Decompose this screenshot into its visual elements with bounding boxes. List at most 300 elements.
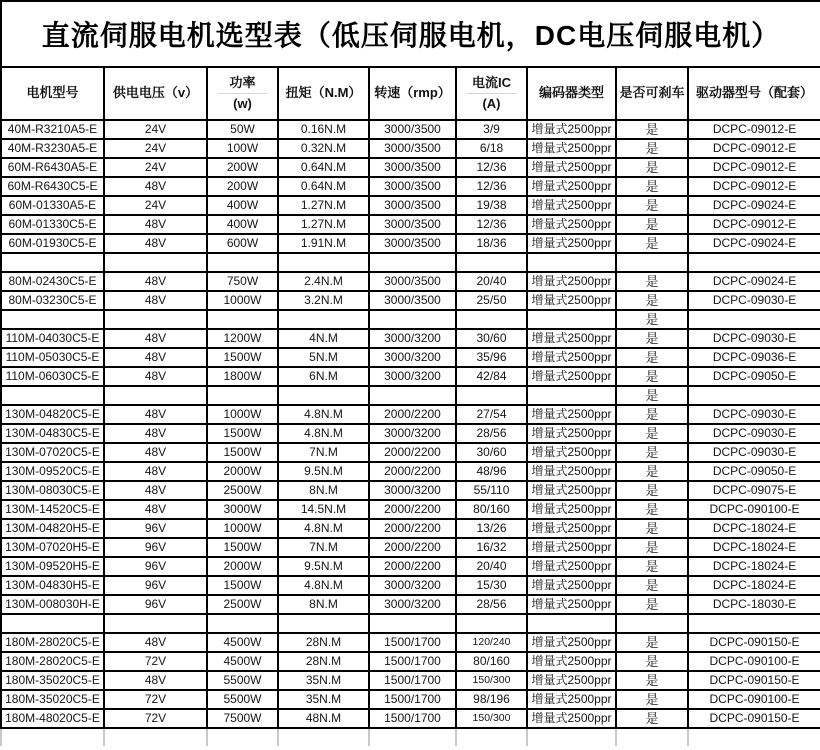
cell-speed: 3000/3500 <box>369 272 456 291</box>
cell-speed: 2000/2200 <box>369 519 456 538</box>
header-unit-label: (w) <box>233 96 252 111</box>
cell-torque: 4.8N.M <box>278 405 369 424</box>
spacer-row <box>1 614 820 633</box>
cell-supply-voltage: 48V <box>104 329 207 348</box>
clipped-cell <box>104 728 207 746</box>
cell-brake: 是 <box>616 177 688 196</box>
header-label: 功率 <box>218 75 268 94</box>
table-row <box>1 329 820 348</box>
cell-brake: 是 <box>616 557 688 576</box>
cell-encoder-type: 增量式2500ppr <box>527 709 616 728</box>
header-label: 转速（rmp） <box>374 85 451 101</box>
cell-motor-model: 180M-35020C5-E <box>1 671 104 690</box>
cell-encoder-type: 增量式2500ppr <box>527 215 616 234</box>
header-cell-motor-model <box>1 67 104 120</box>
cell-motor-model: 80M-03230C5-E <box>1 291 104 310</box>
cell-speed: 1500/1700 <box>369 671 456 690</box>
cell-motor-model: 130M-04820H5-E <box>1 519 104 538</box>
cell-power <box>207 253 278 272</box>
cell-power: 1000W <box>207 519 278 538</box>
cell-motor-model: 130M-008030H-E <box>1 595 104 614</box>
cell-speed: 1500/1700 <box>369 690 456 709</box>
cell-encoder-type: 增量式2500ppr <box>527 690 616 709</box>
cell-driver-model: DCPC-18030-E <box>688 595 820 614</box>
cell-motor-model: 180M-48020C5-E <box>1 709 104 728</box>
cell-encoder-type: 增量式2500ppr <box>527 481 616 500</box>
header-cell-power <box>207 67 278 120</box>
cell-torque: 4.8N.M <box>278 519 369 538</box>
cell-brake <box>616 614 688 633</box>
header-cell-brake <box>616 67 688 120</box>
cell-speed <box>369 253 456 272</box>
cell-torque: 5N.M <box>278 348 369 367</box>
header-label: 是否可刹车 <box>619 85 685 101</box>
cell-supply-voltage: 48V <box>104 272 207 291</box>
cell-power: 2500W <box>207 481 278 500</box>
cell-torque: 8N.M <box>278 481 369 500</box>
cell-encoder-type: 增量式2500ppr <box>527 557 616 576</box>
cell-torque <box>278 253 369 272</box>
cell-power: 100W <box>207 139 278 158</box>
cell-encoder-type: 增量式2500ppr <box>527 576 616 595</box>
cell-motor-model <box>1 310 104 329</box>
cell-power: 50W <box>207 120 278 139</box>
cell-driver-model <box>688 310 820 329</box>
cell-supply-voltage: 96V <box>104 538 207 557</box>
header-cell-supply-voltage <box>104 67 207 120</box>
cell-motor-model: 40M-R3230A5-E <box>1 139 104 158</box>
cell-supply-voltage: 48V <box>104 500 207 519</box>
cell-torque: 9.5N.M <box>278 557 369 576</box>
table-row <box>1 538 820 557</box>
table-row <box>1 481 820 500</box>
cell-supply-voltage <box>104 386 207 405</box>
cell-encoder-type: 增量式2500ppr <box>527 196 616 215</box>
header-unit-label: (A) <box>482 96 501 111</box>
cell-supply-voltage: 48V <box>104 424 207 443</box>
table-row <box>1 652 820 671</box>
clipped-cell <box>688 728 820 746</box>
header-label: 扭矩（N.M） <box>285 85 362 101</box>
cell-motor-model <box>1 253 104 272</box>
cell-current <box>456 310 527 329</box>
cell-power <box>207 614 278 633</box>
cell-torque: 35N.M <box>278 690 369 709</box>
cell-current: 18/36 <box>456 234 527 253</box>
table-row <box>1 519 820 538</box>
cell-encoder-type: 增量式2500ppr <box>527 424 616 443</box>
cell-encoder-type <box>527 253 616 272</box>
cell-motor-model: 130M-04830H5-E <box>1 576 104 595</box>
cell-brake: 是 <box>616 272 688 291</box>
cell-torque: 28N.M <box>278 652 369 671</box>
cell-current: 12/36 <box>456 177 527 196</box>
cell-driver-model: DCPC-09036-E <box>688 348 820 367</box>
cell-encoder-type: 增量式2500ppr <box>527 462 616 481</box>
cell-speed: 3000/3500 <box>369 120 456 139</box>
table-row <box>1 120 820 139</box>
cell-motor-model: 180M-28020C5-E <box>1 633 104 652</box>
cell-power: 1000W <box>207 291 278 310</box>
cell-current: 28/56 <box>456 595 527 614</box>
header-label: 供电电压（v） <box>112 85 199 101</box>
cell-speed: 1500/1700 <box>369 709 456 728</box>
cell-supply-voltage <box>104 614 207 633</box>
cell-current: 30/60 <box>456 329 527 348</box>
cell-speed: 3000/3200 <box>369 367 456 386</box>
cell-power <box>207 386 278 405</box>
cell-current: 150/300 <box>456 709 527 728</box>
cell-encoder-type: 增量式2500ppr <box>527 234 616 253</box>
table-row <box>1 500 820 519</box>
cell-power: 5500W <box>207 671 278 690</box>
cell-current: 20/40 <box>456 272 527 291</box>
table-row <box>1 291 820 310</box>
cell-current: 98/196 <box>456 690 527 709</box>
cell-brake: 是 <box>616 196 688 215</box>
cell-motor-model: 110M-05030C5-E <box>1 348 104 367</box>
cell-encoder-type: 增量式2500ppr <box>527 272 616 291</box>
cell-current: 20/40 <box>456 557 527 576</box>
cell-encoder-type: 增量式2500ppr <box>527 120 616 139</box>
cell-motor-model: 60M-01330A5-E <box>1 196 104 215</box>
spacer-row <box>1 310 820 329</box>
table-row <box>1 462 820 481</box>
cell-encoder-type: 增量式2500ppr <box>527 177 616 196</box>
cell-driver-model: DCPC-18024-E <box>688 557 820 576</box>
cell-current <box>456 386 527 405</box>
table-row <box>1 348 820 367</box>
cell-brake: 是 <box>616 291 688 310</box>
cell-encoder-type: 增量式2500ppr <box>527 348 616 367</box>
cell-driver-model: DCPC-090100-E <box>688 652 820 671</box>
cell-speed <box>369 386 456 405</box>
cell-encoder-type: 增量式2500ppr <box>527 443 616 462</box>
cell-current: 48/96 <box>456 462 527 481</box>
cell-current: 13/26 <box>456 519 527 538</box>
cell-torque: 1.91N.M <box>278 234 369 253</box>
cell-current: 150/300 <box>456 671 527 690</box>
cell-brake: 是 <box>616 386 688 405</box>
cell-current <box>456 614 527 633</box>
cell-speed: 3000/3200 <box>369 424 456 443</box>
header-cell-driver-model <box>688 67 820 120</box>
cell-brake: 是 <box>616 462 688 481</box>
cell-brake <box>616 253 688 272</box>
cell-speed: 1500/1700 <box>369 633 456 652</box>
cell-driver-model: DCPC-09012-E <box>688 215 820 234</box>
table-row <box>1 424 820 443</box>
cell-motor-model: 130M-04820C5-E <box>1 405 104 424</box>
cell-current: 120/240 <box>456 633 527 652</box>
cell-driver-model: DCPC-09075-E <box>688 481 820 500</box>
cell-power: 1800W <box>207 367 278 386</box>
cell-supply-voltage: 24V <box>104 196 207 215</box>
cell-speed: 2000/2200 <box>369 500 456 519</box>
clipped-cell <box>207 728 278 746</box>
cell-power: 4500W <box>207 633 278 652</box>
cell-motor-model: 80M-02430C5-E <box>1 272 104 291</box>
cell-torque <box>278 614 369 633</box>
cell-encoder-type: 增量式2500ppr <box>527 291 616 310</box>
cell-driver-model: DCPC-09030-E <box>688 405 820 424</box>
cell-brake: 是 <box>616 348 688 367</box>
cell-driver-model: DCPC-090100-E <box>688 690 820 709</box>
cell-power: 2000W <box>207 557 278 576</box>
table-row <box>1 557 820 576</box>
cell-power: 1500W <box>207 576 278 595</box>
cell-power: 750W <box>207 272 278 291</box>
clipped-cell <box>527 728 616 746</box>
cell-power: 2000W <box>207 462 278 481</box>
table-row <box>1 158 820 177</box>
table-row <box>1 234 820 253</box>
cell-power: 7500W <box>207 709 278 728</box>
cell-encoder-type: 增量式2500ppr <box>527 538 616 557</box>
cell-power: 1000W <box>207 405 278 424</box>
cell-torque: 1.27N.M <box>278 215 369 234</box>
cell-motor-model: 180M-35020C5-E <box>1 690 104 709</box>
cell-supply-voltage: 48V <box>104 215 207 234</box>
clipped-cell <box>456 728 527 746</box>
cell-power: 1500W <box>207 348 278 367</box>
cell-power: 600W <box>207 234 278 253</box>
cell-supply-voltage: 72V <box>104 709 207 728</box>
clipped-cell <box>369 728 456 746</box>
cell-motor-model: 130M-07020C5-E <box>1 443 104 462</box>
cell-driver-model: DCPC-18024-E <box>688 576 820 595</box>
cell-motor-model: 130M-08030C5-E <box>1 481 104 500</box>
cell-supply-voltage: 96V <box>104 595 207 614</box>
cell-speed: 2000/2200 <box>369 443 456 462</box>
cell-brake: 是 <box>616 671 688 690</box>
cell-encoder-type: 增量式2500ppr <box>527 367 616 386</box>
cell-speed: 3000/3500 <box>369 196 456 215</box>
header-label: 驱动器型号（配套） <box>696 85 814 101</box>
cell-power <box>207 310 278 329</box>
cell-speed: 3000/3500 <box>369 215 456 234</box>
cell-brake: 是 <box>616 595 688 614</box>
cell-speed: 2000/2200 <box>369 538 456 557</box>
cell-encoder-type: 增量式2500ppr <box>527 652 616 671</box>
clipped-bottom-row <box>1 728 820 746</box>
cell-brake: 是 <box>616 367 688 386</box>
cell-speed: 3000/3500 <box>369 234 456 253</box>
cell-brake: 是 <box>616 500 688 519</box>
cell-driver-model: DCPC-09024-E <box>688 272 820 291</box>
table-row <box>1 272 820 291</box>
cell-motor-model <box>1 614 104 633</box>
cell-brake: 是 <box>616 215 688 234</box>
header-row <box>1 67 820 120</box>
cell-brake: 是 <box>616 481 688 500</box>
cell-encoder-type: 增量式2500ppr <box>527 671 616 690</box>
cell-motor-model: 60M-01330C5-E <box>1 215 104 234</box>
cell-power: 4500W <box>207 652 278 671</box>
cell-power: 1500W <box>207 538 278 557</box>
cell-supply-voltage: 24V <box>104 158 207 177</box>
cell-supply-voltage: 48V <box>104 481 207 500</box>
cell-speed: 3000/3500 <box>369 291 456 310</box>
cell-brake: 是 <box>616 158 688 177</box>
cell-speed: 3000/3200 <box>369 329 456 348</box>
cell-encoder-type: 增量式2500ppr <box>527 595 616 614</box>
clipped-cell <box>616 728 688 746</box>
cell-speed: 1500/1700 <box>369 652 456 671</box>
cell-encoder-type: 增量式2500ppr <box>527 158 616 177</box>
cell-encoder-type: 增量式2500ppr <box>527 633 616 652</box>
cell-brake: 是 <box>616 405 688 424</box>
spacer-row <box>1 386 820 405</box>
cell-motor-model: 130M-07020H5-E <box>1 538 104 557</box>
cell-motor-model: 40M-R3210A5-E <box>1 120 104 139</box>
cell-supply-voltage: 48V <box>104 348 207 367</box>
header-cell-current <box>456 67 527 120</box>
cell-supply-voltage: 48V <box>104 671 207 690</box>
table-row <box>1 177 820 196</box>
cell-driver-model <box>688 386 820 405</box>
cell-supply-voltage: 24V <box>104 139 207 158</box>
cell-speed: 2000/2200 <box>369 557 456 576</box>
cell-current: 35/96 <box>456 348 527 367</box>
cell-motor-model: 130M-04830C5-E <box>1 424 104 443</box>
cell-supply-voltage: 24V <box>104 120 207 139</box>
cell-driver-model: DCPC-09050-E <box>688 367 820 386</box>
cell-brake: 是 <box>616 690 688 709</box>
header-cell-torque <box>278 67 369 120</box>
cell-driver-model: DCPC-090150-E <box>688 709 820 728</box>
cell-current: 80/160 <box>456 500 527 519</box>
cell-brake: 是 <box>616 120 688 139</box>
cell-torque: 28N.M <box>278 633 369 652</box>
cell-encoder-type <box>527 386 616 405</box>
cell-motor-model: 130M-09520C5-E <box>1 462 104 481</box>
cell-current: 16/32 <box>456 538 527 557</box>
cell-motor-model: 130M-14520C5-E <box>1 500 104 519</box>
cell-speed: 3000/3200 <box>369 576 456 595</box>
cell-speed <box>369 310 456 329</box>
header-label: 编码器类型 <box>538 85 604 101</box>
cell-motor-model <box>1 386 104 405</box>
cell-driver-model: DCPC-09024-E <box>688 234 820 253</box>
cell-driver-model: DCPC-18024-E <box>688 519 820 538</box>
cell-driver-model: DCPC-09030-E <box>688 424 820 443</box>
cell-supply-voltage: 48V <box>104 291 207 310</box>
cell-speed: 3000/3500 <box>369 158 456 177</box>
cell-driver-model <box>688 253 820 272</box>
cell-power: 1500W <box>207 424 278 443</box>
cell-motor-model: 110M-06030C5-E <box>1 367 104 386</box>
cell-supply-voltage: 96V <box>104 576 207 595</box>
cell-power: 1200W <box>207 329 278 348</box>
cell-encoder-type <box>527 310 616 329</box>
page-title: 直流伺服电机选型表（低压伺服电机，DC电压伺服电机） <box>1 1 820 67</box>
cell-supply-voltage: 48V <box>104 462 207 481</box>
cell-encoder-type: 增量式2500ppr <box>527 139 616 158</box>
cell-torque: 35N.M <box>278 671 369 690</box>
cell-driver-model: DCPC-09012-E <box>688 120 820 139</box>
cell-speed: 2000/2200 <box>369 405 456 424</box>
table-row <box>1 595 820 614</box>
cell-current: 6/18 <box>456 139 527 158</box>
clipped-cell <box>1 728 104 746</box>
cell-brake: 是 <box>616 519 688 538</box>
cell-speed: 3000/3500 <box>369 177 456 196</box>
cell-encoder-type: 增量式2500ppr <box>527 405 616 424</box>
cell-driver-model: DCPC-18024-E <box>688 538 820 557</box>
cell-torque: 48N.M <box>278 709 369 728</box>
cell-driver-model: DCPC-09012-E <box>688 139 820 158</box>
cell-driver-model <box>688 614 820 633</box>
cell-brake: 是 <box>616 576 688 595</box>
cell-current: 28/56 <box>456 424 527 443</box>
cell-current: 25/50 <box>456 291 527 310</box>
cell-current: 19/38 <box>456 196 527 215</box>
cell-driver-model: DCPC-090100-E <box>688 500 820 519</box>
title-row <box>1 1 820 67</box>
cell-brake: 是 <box>616 538 688 557</box>
cell-speed: 3000/3200 <box>369 481 456 500</box>
table-row <box>1 215 820 234</box>
cell-torque: 1.27N.M <box>278 196 369 215</box>
cell-power: 2500W <box>207 595 278 614</box>
cell-brake: 是 <box>616 310 688 329</box>
header-label: 电机型号 <box>26 85 79 101</box>
cell-current: 3/9 <box>456 120 527 139</box>
table-row <box>1 709 820 728</box>
cell-current: 15/30 <box>456 576 527 595</box>
table-row <box>1 633 820 652</box>
cell-torque: 7N.M <box>278 538 369 557</box>
header-cell-speed <box>369 67 456 120</box>
table-row <box>1 443 820 462</box>
cell-supply-voltage: 96V <box>104 557 207 576</box>
cell-speed: 3000/3200 <box>369 348 456 367</box>
spacer-row <box>1 253 820 272</box>
cell-torque: 3.2N.M <box>278 291 369 310</box>
cell-supply-voltage <box>104 253 207 272</box>
cell-torque: 4.8N.M <box>278 424 369 443</box>
cell-torque: 8N.M <box>278 595 369 614</box>
cell-driver-model: DCPC-090150-E <box>688 633 820 652</box>
cell-driver-model: DCPC-09050-E <box>688 462 820 481</box>
cell-current: 80/160 <box>456 652 527 671</box>
table-row <box>1 405 820 424</box>
cell-torque: 14.5N.M <box>278 500 369 519</box>
clipped-cell <box>278 728 369 746</box>
cell-torque: 9.5N.M <box>278 462 369 481</box>
cell-driver-model: DCPC-09030-E <box>688 443 820 462</box>
table-row <box>1 576 820 595</box>
cell-current <box>456 253 527 272</box>
cell-brake: 是 <box>616 443 688 462</box>
cell-power: 400W <box>207 196 278 215</box>
cell-encoder-type: 增量式2500ppr <box>527 500 616 519</box>
cell-motor-model: 180M-28020C5-E <box>1 652 104 671</box>
cell-torque: 0.32N.M <box>278 139 369 158</box>
cell-driver-model: DCPC-09024-E <box>688 196 820 215</box>
cell-encoder-type: 增量式2500ppr <box>527 519 616 538</box>
cell-power: 3000W <box>207 500 278 519</box>
cell-motor-model: 110M-04030C5-E <box>1 329 104 348</box>
cell-motor-model: 130M-09520H5-E <box>1 557 104 576</box>
cell-supply-voltage: 96V <box>104 519 207 538</box>
cell-speed: 2000/2200 <box>369 462 456 481</box>
cell-current: 55/110 <box>456 481 527 500</box>
cell-torque: 6N.M <box>278 367 369 386</box>
cell-brake: 是 <box>616 633 688 652</box>
cell-driver-model: DCPC-09030-E <box>688 329 820 348</box>
